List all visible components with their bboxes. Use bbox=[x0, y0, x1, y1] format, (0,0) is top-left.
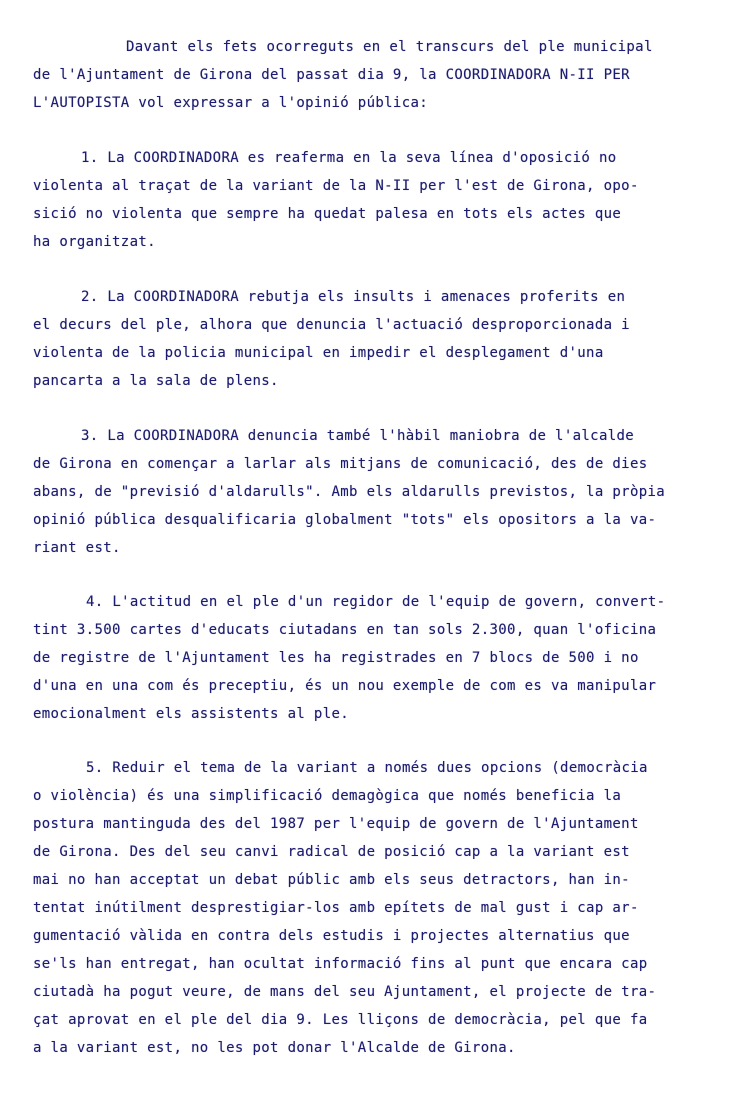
point-2-line: 2. La COORDINADORA rebutja els insults i amenaces proferits en bbox=[81, 289, 626, 305]
point-5-line: de Girona. Des del seu canvi radical de posició cap a la variant est bbox=[33, 844, 630, 860]
point-5-line: postura mantinguda des del 1987 per l'equip de govern de l'Ajuntament bbox=[33, 816, 639, 832]
point-5-line: tentat inútilment desprestigiar-los amb epítets de mal gust i cap ar- bbox=[33, 900, 639, 916]
point-3-line: riant est. bbox=[33, 540, 121, 556]
point-4-line: de registre de l'Ajuntament les ha registrades en 7 blocs de 500 i no bbox=[33, 650, 639, 666]
point-5-line: o violència) és una simplificació demagògica que només beneficia la bbox=[33, 788, 622, 804]
point-4-line: tint 3.500 cartes d'educats ciutadans en tan sols 2.300, quan l'oficina bbox=[33, 622, 657, 638]
intro-line: de l'Ajuntament de Girona del passat dia 9, la COORDINADORA N-II PER bbox=[33, 67, 630, 83]
point-5-line: çat aprovat en el ple del dia 9. Les lliçons de democràcia, pel que fa bbox=[33, 1012, 648, 1028]
intro-line: Davant els fets ocorreguts en el transcurs del ple municipal bbox=[126, 39, 653, 55]
point-2-line: pancarta a la sala de plens. bbox=[33, 373, 279, 389]
point-3-line: de Girona en començar a larlar als mitjans de comunicació, des de dies bbox=[33, 456, 648, 472]
point-3-line: abans, de "previsió d'aldarulls". Amb els aldarulls previstos, la pròpia bbox=[33, 484, 666, 500]
point-5-line: 5. Reduir el tema de la variant a només dues opcions (democràcia bbox=[86, 760, 648, 776]
point-5-line: se'ls han entregat, han ocultat informació fins al punt que encara cap bbox=[33, 956, 648, 972]
point-3-line: opinió pública desqualificaria globalment "tots" els opositors a la va- bbox=[33, 512, 657, 528]
point-1-line: violenta al traçat de la variant de la N-II per l'est de Girona, opo- bbox=[33, 178, 639, 194]
point-1-line: ha organitzat. bbox=[33, 234, 156, 250]
point-5-line: mai no han acceptat un debat públic amb els seus detractors, han in- bbox=[33, 872, 630, 888]
point-2-line: el decurs del ple, alhora que denuncia l'actuació desproporcionada i bbox=[33, 317, 630, 333]
point-5-line: ciutadà ha pogut veure, de mans del seu Ajuntament, el projecte de tra- bbox=[33, 984, 657, 1000]
point-2-line: violenta de la policia municipal en impedir el desplegament d'una bbox=[33, 345, 604, 361]
point-4-line: emocionalment els assistents al ple. bbox=[33, 706, 350, 722]
point-1-line: sició no violenta que sempre ha quedat palesa en tots els actes que bbox=[33, 206, 622, 222]
point-1-line: 1. La COORDINADORA es reaferma en la seva línea d'oposició no bbox=[81, 150, 617, 166]
point-4-line: d'una en una com és preceptiu, és un nou exemple de com es va manipular bbox=[33, 678, 657, 694]
point-5-line: a la variant est, no les pot donar l'Alcalde de Girona. bbox=[33, 1040, 516, 1056]
intro-line: L'AUTOPISTA vol expressar a l'opinió pública: bbox=[33, 95, 429, 111]
point-3-line: 3. La COORDINADORA denuncia també l'hàbil maniobra de l'alcalde bbox=[81, 428, 635, 444]
point-4-line: 4. L'actitud en el ple d'un regidor de l'equip de govern, convert- bbox=[86, 594, 666, 610]
point-5-line: gumentació vàlida en contra dels estudis i projectes alternatius que bbox=[33, 928, 630, 944]
